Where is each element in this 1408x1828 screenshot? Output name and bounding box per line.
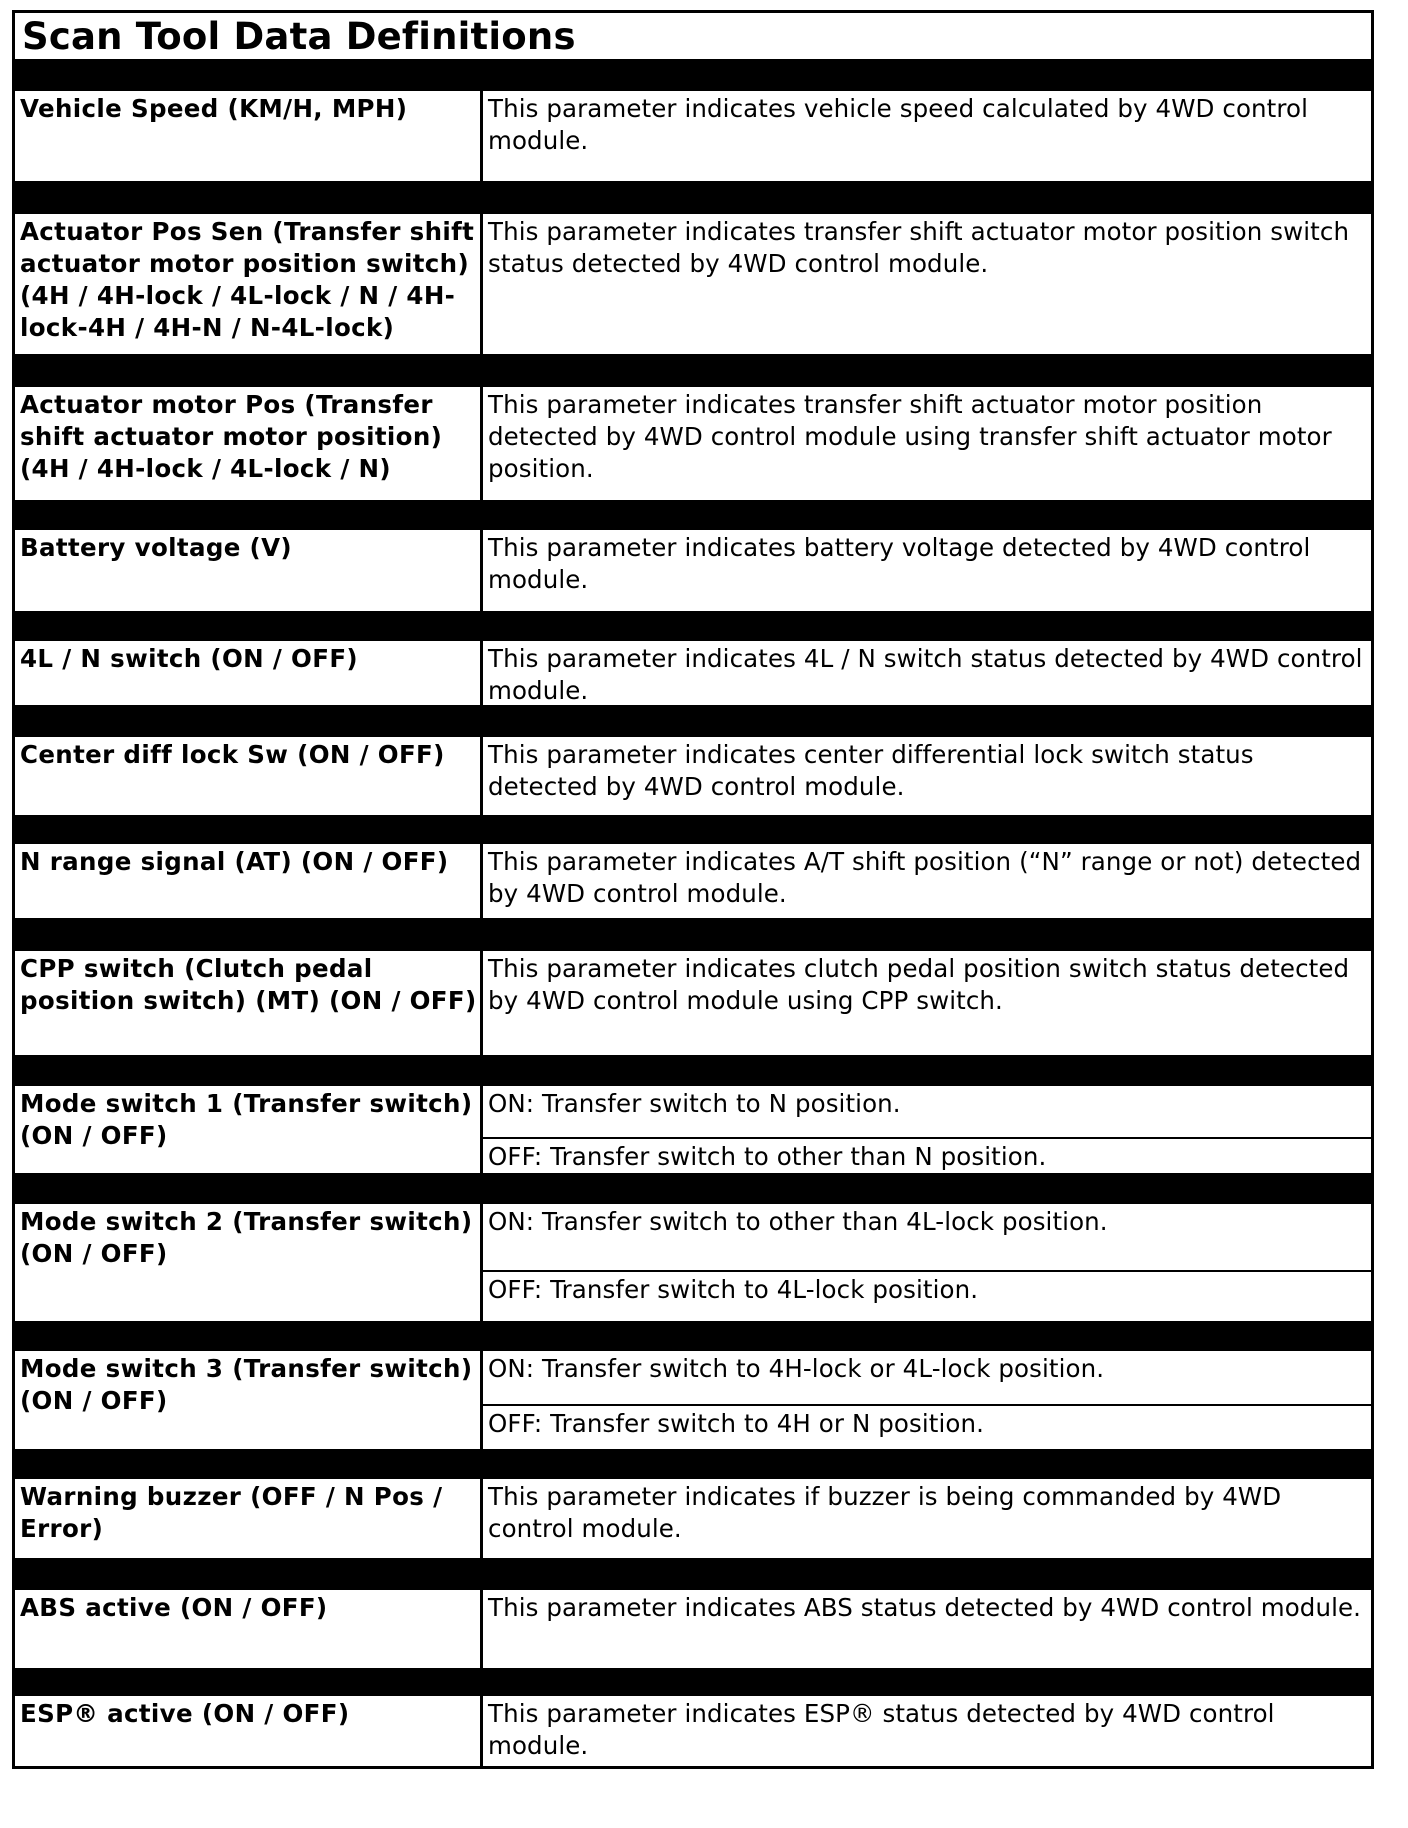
on-state-description: ON: Transfer switch to other than 4L-lock position. — [488, 1207, 1108, 1236]
off-state-description: OFF: Transfer switch to 4L-lock position. — [483, 1270, 1371, 1321]
table-row — [15, 951, 1371, 1055]
table-row — [15, 844, 1371, 918]
parameter-description: This parameter indicates 4L / N switch status detected by 4WD control module. — [488, 644, 1363, 705]
parameter-name: ESP® active (ON / OFF) — [15, 1696, 483, 1766]
parameter-name: Actuator Pos Sen (Transfer shift actuator motor position switch) (4H / 4H-lock / 4L-lock / N / 4H-lock-4H / 4H-N / N-4L-lock) — [15, 214, 483, 354]
table-row — [15, 387, 1371, 500]
page-title: Scan Tool Data Definitions — [15, 13, 1371, 61]
off-state-description: OFF: Transfer switch to other than N position. — [483, 1137, 1371, 1173]
section-divider — [15, 1449, 1371, 1479]
table-row — [15, 530, 1371, 611]
parameter-name: CPP switch (Clutch pedal position switch) (MT) (ON / OFF) — [15, 951, 483, 1055]
parameter-description: This parameter indicates clutch pedal position switch status detected by 4WD control module using CPP switch. — [488, 954, 1350, 1015]
section-divider — [15, 918, 1371, 951]
parameter-name: Vehicle Speed (KM/H, MPH) — [15, 91, 483, 181]
section-divider — [15, 1321, 1371, 1351]
section-divider — [15, 815, 1371, 844]
parameter-states — [483, 1086, 1371, 1173]
parameter-description: This parameter indicates vehicle speed calculated by 4WD control module. — [488, 94, 1308, 155]
on-state-description: ON: Transfer switch to N position. — [488, 1089, 901, 1118]
parameter-name: 4L / N switch (ON / OFF) — [15, 641, 483, 705]
parameter-name: Warning buzzer (OFF / N Pos / Error) — [15, 1479, 483, 1558]
table-row — [15, 737, 1371, 815]
section-divider — [15, 61, 1371, 91]
off-state-description: OFF: Transfer switch to 4H or N position. — [483, 1404, 1371, 1449]
parameter-name: N range signal (AT) (ON / OFF) — [15, 844, 483, 918]
parameter-name: Center diff lock Sw (ON / OFF) — [15, 737, 483, 815]
table-row — [15, 641, 1371, 705]
scan-tool-data-definitions-table — [12, 10, 1374, 1769]
parameter-description: This parameter indicates transfer shift actuator motor position switch status detected by 4WD control module. — [488, 217, 1350, 278]
parameter-name: Battery voltage (V) — [15, 530, 483, 611]
table-row — [15, 1086, 1371, 1173]
parameter-name: Mode switch 1 (Transfer switch) (ON / OFF) — [15, 1086, 483, 1173]
table-row — [15, 91, 1371, 181]
parameter-description: This parameter indicates ESP® status detected by 4WD control module. — [488, 1699, 1275, 1760]
parameter-description: This parameter indicates center differential lock switch status detected by 4WD control module. — [488, 740, 1254, 801]
parameter-states — [483, 1204, 1371, 1321]
section-divider — [15, 181, 1371, 214]
parameter-name: Actuator motor Pos (Transfer shift actuator motor position) (4H / 4H-lock / 4L-lock / N) — [15, 387, 483, 500]
section-divider — [15, 1558, 1371, 1590]
section-divider — [15, 354, 1371, 387]
parameter-description: This parameter indicates battery voltage detected by 4WD control module. — [488, 533, 1311, 594]
parameter-description: This parameter indicates ABS status detected by 4WD control module. — [488, 1593, 1362, 1622]
table-row — [15, 1351, 1371, 1449]
parameter-name: Mode switch 3 (Transfer switch) (ON / OFF) — [15, 1351, 483, 1449]
parameter-description: This parameter indicates transfer shift actuator motor position detected by 4WD control module using transfer shift actuator motor position. — [488, 390, 1332, 483]
section-divider — [15, 611, 1371, 641]
parameter-description: This parameter indicates if buzzer is being commanded by 4WD control module. — [488, 1482, 1282, 1543]
table-row — [15, 1479, 1371, 1558]
section-divider — [15, 500, 1371, 530]
on-state-description: ON: Transfer switch to 4H-lock or 4L-lock position. — [488, 1354, 1105, 1383]
parameter-name: ABS active (ON / OFF) — [15, 1590, 483, 1668]
section-divider — [15, 1055, 1371, 1086]
parameter-states — [483, 1351, 1371, 1449]
section-divider — [15, 1668, 1371, 1696]
section-divider — [15, 705, 1371, 737]
table-row — [15, 1590, 1371, 1668]
parameter-description: This parameter indicates A/T shift position (“N” range or not) detected by 4WD control module. — [488, 847, 1362, 908]
section-divider — [15, 1173, 1371, 1204]
table-row — [15, 1696, 1371, 1766]
parameter-name: Mode switch 2 (Transfer switch) (ON / OFF) — [15, 1204, 483, 1321]
table-row — [15, 214, 1371, 354]
table-row — [15, 1204, 1371, 1321]
